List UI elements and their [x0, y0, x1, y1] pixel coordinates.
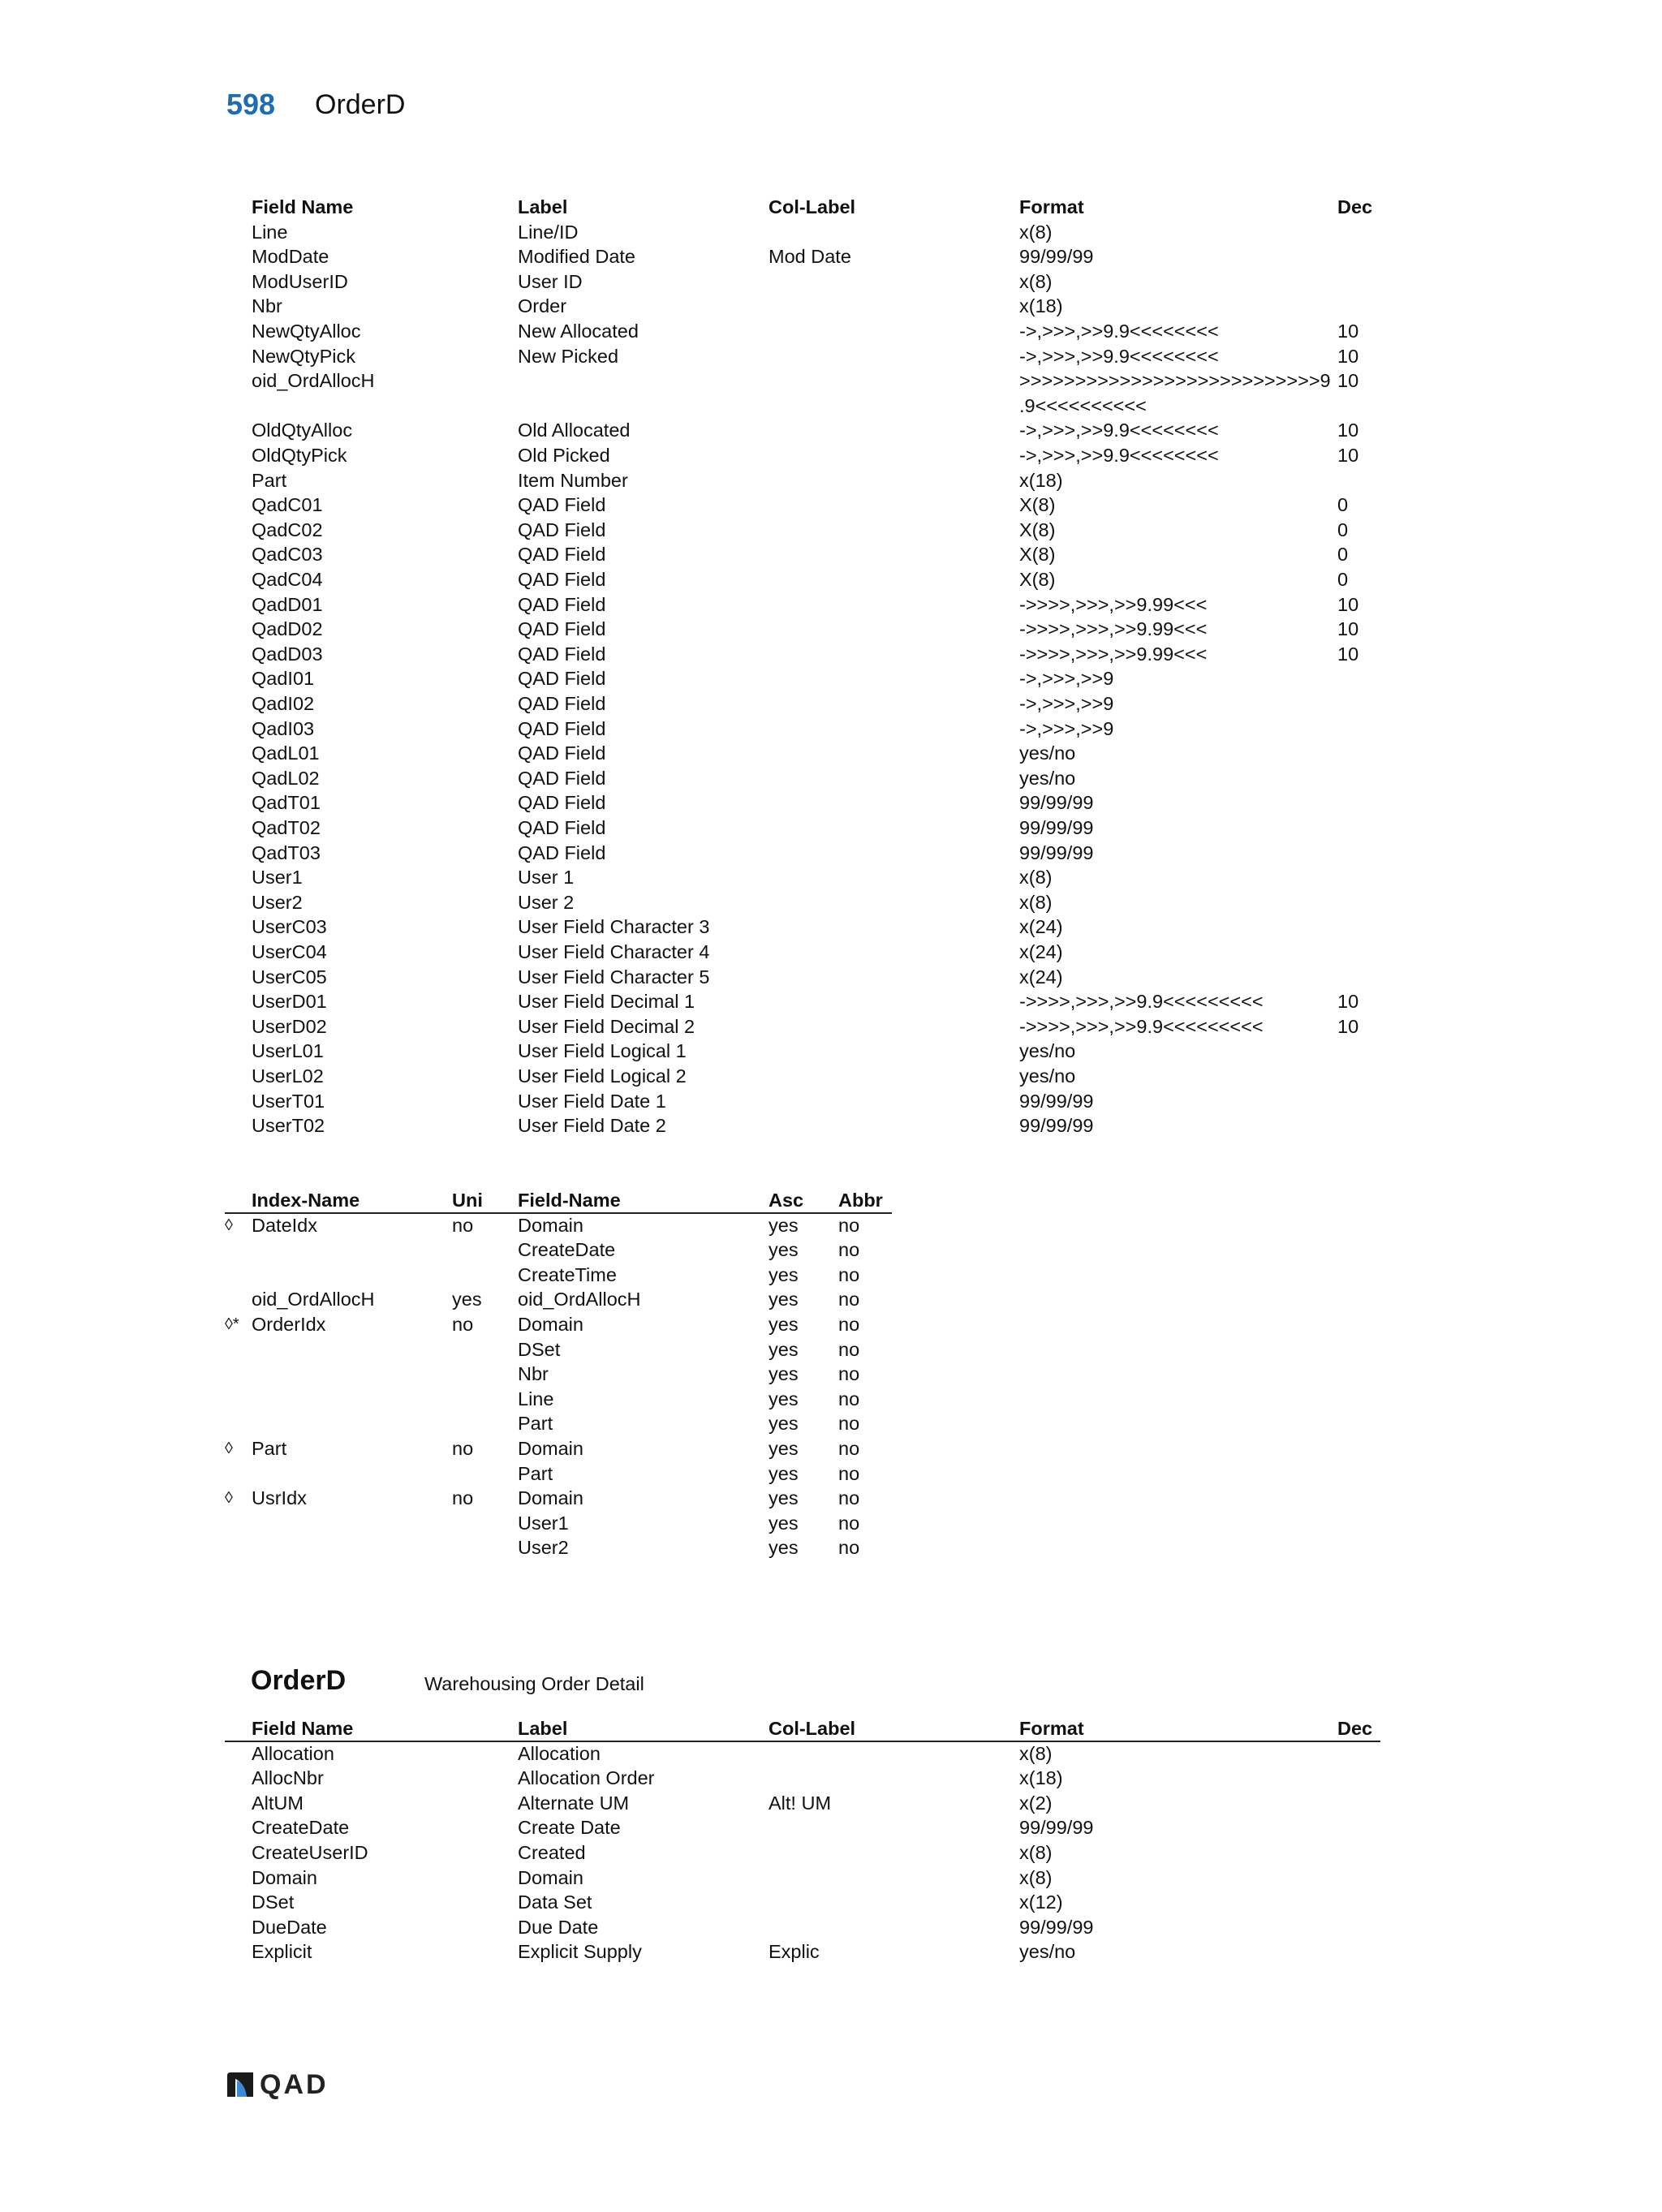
field-label: User Field Date 1: [518, 1090, 666, 1112]
table-row: [0, 1039, 1662, 1064]
index-field-name: Domain: [518, 1214, 583, 1236]
header-field-name: Field-Name: [518, 1190, 621, 1211]
field-name: OldQtyPick: [252, 445, 347, 466]
table-row: [0, 1486, 1662, 1511]
field-format: ->>>>,>>>,>>9.9<<<<<<<<<: [1019, 1015, 1264, 1037]
field-name: QadT02: [252, 817, 321, 838]
table-row: [0, 1287, 1662, 1312]
qad-logo: [226, 2068, 329, 2100]
field-label: Line/ID: [518, 221, 579, 243]
field-label: Allocation: [518, 1742, 601, 1764]
table-row: [0, 294, 1662, 319]
field-name: DSet: [252, 1891, 295, 1913]
field-name: UserL01: [252, 1040, 324, 1062]
field-label: Due Date: [518, 1916, 599, 1938]
table-row: [0, 1866, 1662, 1891]
table-row: [0, 1089, 1662, 1114]
field-name: User2: [252, 891, 303, 913]
table-row: [0, 890, 1662, 915]
field-format: x(24): [1019, 916, 1063, 938]
table-row: [0, 816, 1662, 841]
field-col-label: Explic: [769, 1941, 820, 1963]
field-name: UserD02: [252, 1015, 327, 1037]
field-name: QadC02: [252, 519, 323, 540]
table-row: [0, 989, 1662, 1014]
field-format: >>>>>>>>>>>>>>>>>>>>>>>>>>>9: [1019, 370, 1331, 392]
field-col-label: Mod Date: [769, 246, 851, 268]
field-label: User Field Character 3: [518, 916, 710, 938]
table-row: [0, 1237, 1662, 1263]
index-asc: yes: [769, 1214, 799, 1236]
field-format: 99/99/99: [1019, 817, 1094, 838]
field-format: ->,>>>,>>9.9<<<<<<<<: [1019, 345, 1219, 367]
index-field-name: Domain: [518, 1438, 583, 1459]
index-abbr: no: [838, 1214, 860, 1236]
index-asc: yes: [769, 1338, 799, 1360]
table-row: [0, 394, 1662, 419]
field-name: QadD01: [252, 593, 323, 615]
index-abbr: no: [838, 1314, 860, 1335]
field-label: User Field Decimal 2: [518, 1015, 695, 1037]
table-row: [0, 1461, 1662, 1487]
table-row: [0, 567, 1662, 592]
field-format: 99/99/99: [1019, 1115, 1094, 1137]
table-row: [0, 691, 1662, 717]
index-asc: yes: [769, 1462, 799, 1484]
table-row: [0, 1915, 1662, 1940]
field-format: X(8): [1019, 519, 1056, 540]
index-field-name: oid_OrdAllocH: [518, 1289, 641, 1310]
index-field-name: Domain: [518, 1314, 583, 1335]
table-row: [0, 1113, 1662, 1138]
table-row: [0, 468, 1662, 493]
index-unique: no: [452, 1487, 474, 1509]
field-name: QadC04: [252, 569, 323, 590]
index-asc: yes: [769, 1537, 799, 1559]
field-format: ->>>>,>>>,>>9.9<<<<<<<<<: [1019, 991, 1264, 1013]
table-row: [0, 1741, 1662, 1767]
header-label: Label: [518, 196, 568, 217]
index-marker: ◊: [225, 1216, 233, 1234]
index-unique: no: [452, 1438, 474, 1459]
field-format: x(18): [1019, 295, 1063, 317]
field-format: ->,>>>,>>9: [1019, 668, 1114, 690]
field-format: ->,>>>,>>9.9<<<<<<<<: [1019, 321, 1219, 342]
field-format: x(18): [1019, 469, 1063, 491]
field-name: QadL02: [252, 767, 320, 789]
index-field-name: User1: [518, 1512, 569, 1534]
field-label: Data Set: [518, 1891, 592, 1913]
field-dec: 0: [1337, 569, 1349, 590]
field-format: x(8): [1019, 221, 1053, 243]
field-name: QadI02: [252, 693, 315, 714]
field-label: Alternate UM: [518, 1792, 630, 1814]
field-label: Allocation Order: [518, 1767, 655, 1789]
field-format: X(8): [1019, 544, 1056, 566]
field-format: 99/99/99: [1019, 1090, 1094, 1112]
index-name: OrderIdx: [252, 1314, 326, 1335]
header-asc: Asc: [769, 1190, 804, 1211]
field-label: Old Allocated: [518, 420, 631, 441]
field-label: Modified Date: [518, 246, 635, 268]
header-abbr: Abbr: [838, 1190, 883, 1211]
field-dec: 0: [1337, 519, 1349, 540]
field-format: 99/99/99: [1019, 841, 1094, 863]
index-field-name: Line: [518, 1388, 554, 1409]
field-name: Line: [252, 221, 288, 243]
table-row: [0, 1815, 1662, 1840]
field-format: x(12): [1019, 1891, 1063, 1913]
field-name: AltUM: [252, 1792, 304, 1814]
field-format: yes/no: [1019, 1040, 1076, 1062]
field-format: yes/no: [1019, 742, 1076, 764]
field-name: QadD03: [252, 643, 323, 665]
qad-logo-icon: [226, 2071, 255, 2098]
field-label: QAD Field: [518, 742, 606, 764]
field-name: UserL02: [252, 1065, 324, 1087]
index-field-name: Part: [518, 1462, 553, 1484]
table-row: [0, 443, 1662, 468]
field-dec: 10: [1337, 370, 1359, 392]
table-row: [0, 717, 1662, 742]
field-label: QAD Field: [518, 792, 606, 814]
index-asc: yes: [769, 1438, 799, 1459]
index-abbr: no: [838, 1263, 860, 1285]
table-row: [0, 592, 1662, 618]
field-format: yes/no: [1019, 1941, 1076, 1963]
field-label: New Allocated: [518, 321, 639, 342]
index-asc: yes: [769, 1289, 799, 1310]
index-field-name: CreateTime: [518, 1263, 617, 1285]
field-label: User 1: [518, 867, 575, 889]
field-dec: 10: [1337, 321, 1359, 342]
table-header-row: [0, 1716, 1662, 1741]
field-label: User ID: [518, 270, 583, 292]
field-name: OldQtyAlloc: [252, 420, 353, 441]
index-field-name: Domain: [518, 1487, 583, 1509]
field-name: CreateDate: [252, 1817, 350, 1839]
table-header-row: [0, 195, 1662, 220]
header-index-name: Index-Name: [252, 1190, 360, 1211]
index-abbr: no: [838, 1413, 860, 1435]
field-dec: 10: [1337, 420, 1359, 441]
index-abbr: no: [838, 1289, 860, 1310]
table-row: [0, 368, 1662, 394]
field-format: x(2): [1019, 1792, 1053, 1814]
field-dec: 10: [1337, 643, 1359, 665]
table-row: [0, 841, 1662, 866]
field-dec: 10: [1337, 445, 1359, 466]
index-asc: yes: [769, 1413, 799, 1435]
field-label: QAD Field: [518, 494, 606, 516]
field-format: ->,>>>,>>9: [1019, 693, 1114, 714]
index-field-name: Nbr: [518, 1363, 549, 1385]
index-unique: no: [452, 1314, 474, 1335]
header-format: Format: [1019, 196, 1084, 217]
field-format: 99/99/99: [1019, 1817, 1094, 1839]
index-abbr: no: [838, 1338, 860, 1360]
field-name: Allocation: [252, 1742, 334, 1764]
field-name: UserC05: [252, 966, 327, 988]
field-name: UserC04: [252, 941, 327, 962]
table-row: [0, 319, 1662, 344]
field-label: User Field Character 4: [518, 941, 710, 962]
field-format: X(8): [1019, 569, 1056, 590]
index-name: oid_OrdAllocH: [252, 1289, 375, 1310]
field-label: User Field Decimal 1: [518, 991, 695, 1013]
header-field-name: Field Name: [252, 1718, 354, 1739]
field-label: Item Number: [518, 469, 628, 491]
index-abbr: no: [838, 1438, 860, 1459]
table-row: [0, 1791, 1662, 1816]
table-row: [0, 914, 1662, 940]
field-name: Nbr: [252, 295, 282, 317]
field-label: Order: [518, 295, 567, 317]
field-name: QadI01: [252, 668, 315, 690]
field-dec: 10: [1337, 593, 1359, 615]
field-format: x(18): [1019, 1767, 1063, 1789]
field-name: oid_OrdAllocH: [252, 370, 375, 392]
field-name: UserT01: [252, 1090, 325, 1112]
table-row: [0, 865, 1662, 890]
field-format: x(8): [1019, 1866, 1053, 1888]
index-marker: ◊: [225, 1489, 233, 1508]
field-format: x(8): [1019, 1742, 1053, 1764]
table-row: [0, 1263, 1662, 1288]
field-label: Create Date: [518, 1817, 621, 1839]
table-row: [0, 1362, 1662, 1387]
logo-text: QAD: [260, 2068, 329, 2100]
field-name: QadT03: [252, 841, 321, 863]
field-label: New Picked: [518, 345, 619, 367]
field-dec: 10: [1337, 1015, 1359, 1037]
field-name: ModUserID: [252, 270, 348, 292]
index-field-name: User2: [518, 1537, 569, 1559]
table-row: [0, 518, 1662, 543]
index-abbr: no: [838, 1239, 860, 1261]
field-name: User1: [252, 867, 303, 889]
field-format: X(8): [1019, 494, 1056, 516]
header-uni: Uni: [452, 1190, 483, 1211]
index-unique: no: [452, 1214, 474, 1236]
header-col-label: Col-Label: [769, 196, 856, 217]
index-name: UsrIdx: [252, 1487, 307, 1509]
field-name: QadC01: [252, 494, 323, 516]
field-label: QAD Field: [518, 841, 606, 863]
header-dec: Dec: [1337, 1718, 1373, 1739]
field-label: QAD Field: [518, 668, 606, 690]
field-name: UserD01: [252, 991, 327, 1013]
field-format: 99/99/99: [1019, 246, 1094, 268]
table-row: [0, 1766, 1662, 1791]
table-row: [0, 666, 1662, 691]
table-row: [0, 1511, 1662, 1536]
field-name: QadL01: [252, 742, 320, 764]
field-name: ModDate: [252, 246, 329, 268]
page-title: OrderD: [315, 89, 406, 120]
table-row: [0, 1312, 1662, 1337]
field-label: QAD Field: [518, 569, 606, 590]
field-format: x(24): [1019, 941, 1063, 962]
table-row: [0, 1213, 1662, 1238]
field-name: Explicit: [252, 1941, 312, 1963]
field-label: QAD Field: [518, 544, 606, 566]
field-name: AllocNbr: [252, 1767, 324, 1789]
table-row: [0, 1014, 1662, 1039]
index-field-name: Part: [518, 1413, 553, 1435]
table-row: [0, 220, 1662, 245]
field-label: Old Picked: [518, 445, 610, 466]
index-abbr: no: [838, 1487, 860, 1509]
table-row: [0, 965, 1662, 990]
field-label: User Field Logical 2: [518, 1065, 687, 1087]
index-abbr: no: [838, 1537, 860, 1559]
field-label: User Field Date 2: [518, 1115, 666, 1137]
field-format: yes/no: [1019, 767, 1076, 789]
field-name: CreateUserID: [252, 1842, 368, 1863]
table-row: [0, 1535, 1662, 1560]
field-label: User Field Logical 1: [518, 1040, 687, 1062]
field-dec: 0: [1337, 544, 1349, 566]
field-format: ->>>>,>>>,>>9.99<<<: [1019, 643, 1208, 665]
field-name: QadT01: [252, 792, 321, 814]
table-row: [0, 1890, 1662, 1915]
header-format: Format: [1019, 1718, 1084, 1739]
field-name: QadC03: [252, 544, 323, 566]
index-asc: yes: [769, 1239, 799, 1261]
field-name: DueDate: [252, 1916, 327, 1938]
table-row: [0, 1436, 1662, 1461]
table-row: [0, 1387, 1662, 1412]
field-dec: 10: [1337, 345, 1359, 367]
field-format: x(8): [1019, 891, 1053, 913]
index-name: Part: [252, 1438, 287, 1459]
field-dec: 0: [1337, 494, 1349, 516]
table-row: [0, 418, 1662, 443]
index-asc: yes: [769, 1263, 799, 1285]
index-asc: yes: [769, 1512, 799, 1534]
index-marker: ◊: [225, 1440, 233, 1457]
field-name: NewQtyAlloc: [252, 321, 361, 342]
index-name: DateIdx: [252, 1214, 317, 1236]
table-row: [0, 642, 1662, 667]
field-format: ->>>>,>>>,>>9.99<<<: [1019, 618, 1208, 640]
field-format: yes/no: [1019, 1065, 1076, 1087]
field-name: QadD02: [252, 618, 323, 640]
field-format: ->,>>>,>>9.9<<<<<<<<: [1019, 445, 1219, 466]
table-row: [0, 244, 1662, 269]
index-asc: yes: [769, 1314, 799, 1335]
index-asc: yes: [769, 1363, 799, 1385]
index-abbr: no: [838, 1388, 860, 1409]
field-format: x(8): [1019, 270, 1053, 292]
field-format: ->>>>,>>>,>>9.99<<<: [1019, 593, 1208, 615]
table-row: [0, 493, 1662, 518]
field-label: Explicit Supply: [518, 1941, 642, 1963]
field-col-label: Alt! UM: [769, 1792, 832, 1814]
field-label: Created: [518, 1842, 586, 1863]
index-asc: yes: [769, 1388, 799, 1409]
table-row: [0, 1939, 1662, 1965]
table-header-row: [0, 1188, 1662, 1213]
page-number: 598: [226, 88, 276, 121]
index-unique: yes: [452, 1289, 482, 1310]
field-format: 99/99/99: [1019, 1916, 1094, 1938]
field-label: Domain: [518, 1866, 583, 1888]
field-label: User Field Character 5: [518, 966, 710, 988]
field-name: NewQtyPick: [252, 345, 355, 367]
field-label: QAD Field: [518, 717, 606, 739]
field-name: QadI03: [252, 717, 315, 739]
table-row: [0, 617, 1662, 642]
header-field-name: Field Name: [252, 196, 354, 217]
field-format-continued: .9<<<<<<<<<<: [1019, 394, 1147, 416]
index-marker: ◊*: [225, 1315, 239, 1333]
field-name: Domain: [252, 1866, 317, 1888]
field-dec: 10: [1337, 618, 1359, 640]
table-row: [0, 542, 1662, 567]
field-label: QAD Field: [518, 767, 606, 789]
field-label: QAD Field: [518, 643, 606, 665]
field-name: UserC03: [252, 916, 327, 938]
field-label: QAD Field: [518, 519, 606, 540]
field-label: QAD Field: [518, 693, 606, 714]
index-field-name: CreateDate: [518, 1239, 616, 1261]
field-name: UserT02: [252, 1115, 325, 1137]
field-label: User 2: [518, 891, 575, 913]
index-abbr: no: [838, 1363, 860, 1385]
section-subtitle: Warehousing Order Detail: [424, 1673, 644, 1694]
field-format: x(8): [1019, 867, 1053, 889]
field-format: x(24): [1019, 966, 1063, 988]
field-format: ->,>>>,>>9.9<<<<<<<<: [1019, 420, 1219, 441]
table-row: [0, 344, 1662, 369]
field-format: ->,>>>,>>9: [1019, 717, 1114, 739]
index-field-name: DSet: [518, 1338, 561, 1360]
field-dec: 10: [1337, 991, 1359, 1013]
table-row: [0, 1411, 1662, 1436]
table-row: [0, 766, 1662, 791]
table-row: [0, 1840, 1662, 1866]
field-format: x(8): [1019, 1842, 1053, 1863]
index-asc: yes: [769, 1487, 799, 1509]
index-abbr: no: [838, 1512, 860, 1534]
table-row: [0, 1337, 1662, 1362]
table-row: [0, 269, 1662, 295]
index-abbr: no: [838, 1462, 860, 1484]
field-label: QAD Field: [518, 817, 606, 838]
field-format: 99/99/99: [1019, 792, 1094, 814]
table-row: [0, 790, 1662, 816]
table-row: [0, 741, 1662, 766]
field-name: Part: [252, 469, 287, 491]
table-row: [0, 1064, 1662, 1089]
header-label: Label: [518, 1718, 568, 1739]
header-dec: Dec: [1337, 196, 1373, 217]
field-label: QAD Field: [518, 593, 606, 615]
field-label: QAD Field: [518, 618, 606, 640]
table-row: [0, 940, 1662, 965]
header-col-label: Col-Label: [769, 1718, 856, 1739]
section-title: OrderD: [251, 1665, 347, 1696]
